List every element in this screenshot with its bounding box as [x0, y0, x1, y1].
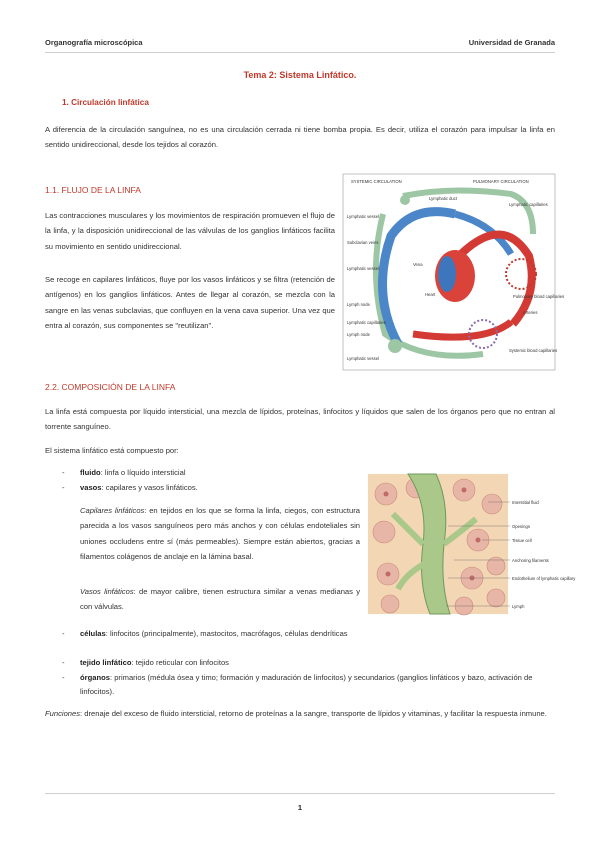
- list-item-vasos: - vasos: capilares y vasos linfáticos.: [62, 483, 198, 492]
- header-course: Organografía microscópica: [45, 38, 143, 47]
- label-lymphatic-vessel-1: Lymphatic vessel: [347, 214, 379, 219]
- label-lymphatic-vessel-3: Lymphatic vessel: [347, 356, 379, 361]
- section-22-p2: El sistema linfático está compuesto por:: [45, 446, 179, 455]
- label-systemic: SYSTEMIC CIRCULATION: [351, 179, 402, 184]
- lymph-capillary-illustration: [368, 474, 576, 614]
- capilares-paragraph: Capilares linfáticos: en tejidos en los que se forma la linfa, ciegos, con estructura parecida a los vasos sanguíneos pero más anchos y con células endoteliales sin uniones occludens entre sí (más permeables). Siempre están abiertos, gracias a filamentos colágenos de anclaje en la lámina basal.: [80, 506, 360, 562]
- label-systemic-capillaries: Systemic blood capillaries: [509, 348, 558, 353]
- label-heart: Heart: [425, 292, 436, 297]
- label-lymph: Lymph: [512, 604, 525, 609]
- label-lymph-node-1: Lymph node: [347, 302, 370, 307]
- label-lymphatic-duct: Lymphatic duct: [429, 196, 458, 201]
- label-arteries: Arteries: [523, 310, 538, 315]
- section-11-p1: Las contracciones musculares y los movimientos de respiración promueven el flujo de la linfa, y la disposición unidireccional de las válvulas de los ganglios linfáticos facilita su movimiento en sentido unidireccional.: [45, 211, 335, 251]
- list-item-organos: - órganos: primarios (médula ósea y timo; formación y maduración de linfocitos) y secundarios (ganglios linfáticos y bazo, activación de linfocitos).: [62, 673, 533, 696]
- page-number: 1: [297, 803, 303, 812]
- label-vena: Vena: [413, 262, 423, 267]
- section-1-text: A diferencia de la circulación sanguínea, no es una circulación cerrada ni tiene bomba propia. Es decir, utiliza el corazón para impulsar la linfa en sentido unidireccional, desde los tejidos al corazón.: [45, 125, 555, 150]
- list-item-celulas: - células: linfocitos (principalmente), mastocitos, macrófagos, células dendríticas: [62, 629, 348, 638]
- label-lymph-node-2: Lymph node: [347, 332, 370, 337]
- section-22-p1: La linfa está compuesta por líquido intersticial, una mezcla de lípidos, proteínas, linfocitos y líquidos que salen de los órganos pero que no entran al torrente sanguíneo.: [45, 407, 555, 432]
- label-lymph-capillaries-2: Lymphatic capillaries: [509, 202, 548, 207]
- vasos-paragraph: Vasos linfáticos: de mayor calibre, tienen estructura similar a venas medianas y con válvulas.: [80, 587, 360, 612]
- label-openings: Openings: [512, 524, 530, 529]
- label-endothelium: Endothelium of lymphatic capillary: [512, 576, 576, 581]
- label-interstitial: Interstitial fluid: [512, 500, 539, 505]
- section-22-heading: 2.2. COMPOSICIÓN DE LA LINFA: [45, 382, 176, 392]
- funciones-paragraph: Funciones: drenaje del exceso de fluido intersticial, retorno de proteínas a la sangre, transporte de lípidos y vitaminas, y facilitar la respuesta inmune.: [45, 709, 547, 718]
- label-subclavian: Subclavian veins: [347, 240, 379, 245]
- lymph-circulation-diagram: [343, 174, 565, 370]
- label-lymph-capillaries-1: Lymphatic capillaries: [347, 320, 386, 325]
- list-item-fluido: - fluido: linfa o líquido intersticial: [62, 468, 186, 477]
- label-pulmonary-capillaries: Pulmonary blood capillaries: [513, 294, 565, 299]
- section-1-heading: 1. Circulación linfática: [62, 98, 149, 107]
- label-pulmonary: PULMONARY CIRCULATION: [473, 179, 529, 184]
- footer-rule: [45, 793, 555, 794]
- label-anchoring: Anchoring filaments: [512, 558, 549, 563]
- list-item-tejido: - tejido linfático: tejido reticular con linfocitos: [62, 658, 229, 667]
- label-lymphatic-vessel-2: Lymphatic vessel: [347, 266, 379, 271]
- page-title: Tema 2: Sistema Linfático.: [243, 70, 357, 80]
- header-university: Universidad de Granada: [468, 38, 555, 47]
- header-rule: [45, 52, 555, 53]
- section-11-p2: Se recoge en capilares linfáticos, fluye por los vasos linfáticos y se filtra (retención de antígenos) en los ganglios linfáticos. Antes de llegar al corazón, se mezcla con la sangre en las venas subclavias, que confluyen en la vena cava superior. Una vez que entra al corazón, sus componentes se "reutilizan".: [45, 275, 335, 331]
- section-11-heading: 1.1. FLUJO DE LA LINFA: [45, 185, 141, 195]
- label-tissue-cell: Tissue cell: [512, 538, 532, 543]
